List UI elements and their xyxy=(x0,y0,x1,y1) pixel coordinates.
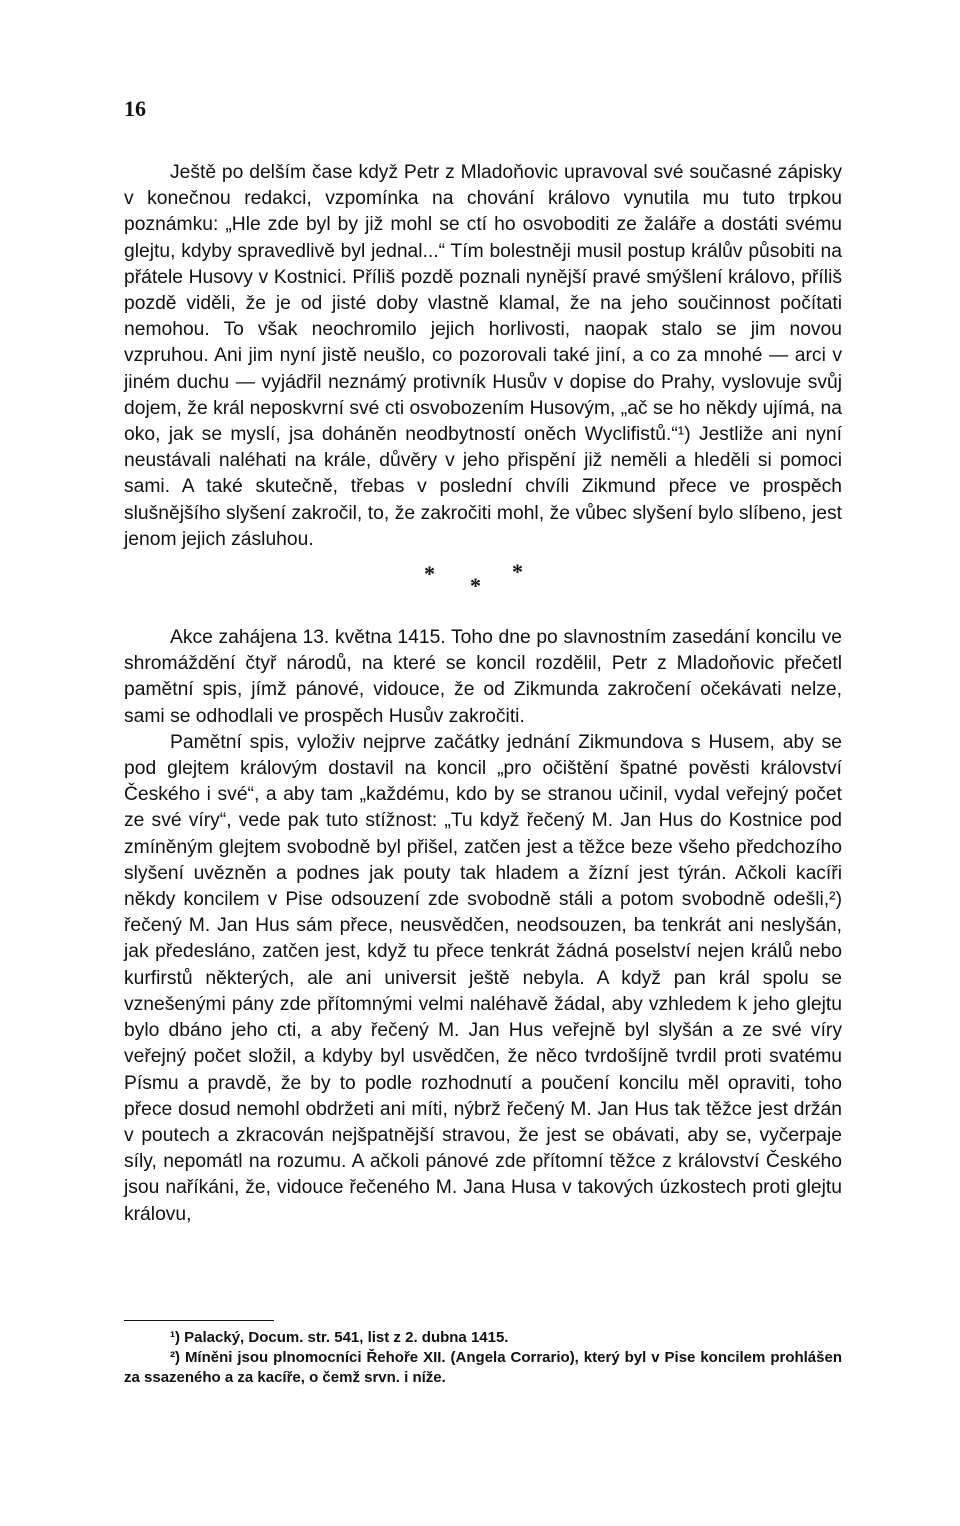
body-text xyxy=(124,160,842,1228)
footnote-2: ²) Míněni jsou plnomocníci Řehoře XII. (Angela Corrario), který byl v Pise koncilem prohlášen za ssazeného a za kacíře, o čemž srvn. i níže. xyxy=(124,1349,842,1386)
asterisk-2: * xyxy=(470,573,481,599)
paragraph-1: Ještě po delším čase když Petr z Mladoňovic upravoval své současné zápisky v konečnou redakci, vzpomínka na chování královo vynutila mu tuto trpkou poznámku: „Hle zde byl by již mohl se ctí ho osvoboditi ze žaláře a dostáti svému glejtu, kdyby spravedlivě byl jednal...“ Tím bolestněji musil postup králův působiti na přátele Husovy v Kostnici. Příliš pozdě poznali nynější pravé smýšlení královo, příliš pozdě viděli, že je od jisté doby vlastně klamal, že na jeho součinnost počítati nemohou. To však neochromilo jejich horlivosti, naopak stalo se jim novou vzpruhou. Ani jim nyní jistě neušlo, co pozorovali také jiní, a co za mnohé — arci v jiném duchu — vyjádřil neznámý protivník Husův v dopise do Prahy, vyslovuje svůj dojem, že král neposkvrní své cti osvobozením Husovým, „ač se ho někdy ujímá, na oko, jak se myslí, jsa doháněn neodbytností oněch Wyclifistů.“¹) Jestliže ani nyní neustávali naléhati na krále, důvěry v jeho přispění již neměli a hleděli si pomoci sami. A také skutečně, třebas v poslední chvíli Zikmund přece ve prospěch slušnějšího slyšení zakročil, to, že zakročiti mohl, že vůbec slyšení bylo slíbeno, jest jenom jejich zásluhou. xyxy=(124,162,842,550)
page-number: 16 xyxy=(124,96,146,121)
paragraph-2: Akce zahájena 13. května 1415. Toho dne po slavnostním zasedání koncilu ve shromáždění čtyř národů, na které se koncil rozdělil, Petr z Mladoňovic přečetl pamětní spis, jímž pánové, vidouce, že od Zikmunda zakročení očekávati nelze, sami se odhodlali ve prospěch Husův zakročiti. xyxy=(124,627,842,727)
asterisk-3: * xyxy=(512,559,523,585)
asterism-separator xyxy=(124,553,842,625)
footnote-1: ¹) Palacký, Docum. str. 541, list z 2. dubna 1415. xyxy=(170,1329,509,1346)
paragraph-3: Pamětní spis, vyloživ nejprve začátky jednání Zikmundova s Husem, aby se pod glejtem královým dostavil na koncil „pro očištění špatné pověsti království Českého i své“, a aby tam „každému, kdo by se stranou učinil, vydal veřejný počet ze své víry“, vede pak tuto stížnost: „Tu když řečený M. Jan Hus do Kostnice pod zmíněným glejtem svobodně byl přišel, zatčen jest a těžce beze všeho předchozího slyšení uvězněn a podnes jak pouty tak hladem a žízní jest týrán. Ačkoli kacíři někdy koncilem v Pise odsouzení zde svobodně stáli a potom svobodně odešli,²) řečený M. Jan Hus sám přece, neusvědčen, neodsouzen, ba tenkrát ani neslyšán, jak předesláno, zatčen jest, když tu přece tenkrát žádná poselství nejen králů nebo kurfirstů některých, ale ani universit ještě nebyla. A když pan král spolu se vznešenými pány zde přítomnými velmi naléhavě žádal, aby vzhledem k jeho glejtu bylo dbáno jeho cti, a aby řečený M. Jan Hus veřejně byl slyšán a ze své víry veřejný počet složil, a kdyby byl usvědčen, že něco tvrdošíjně tvrdil proti svatému Písmu a pravdě, že by to podle rozhodnutí a poučení koncilu měl opraviti, toho přece dosud nemohl obdržeti ani míti, nýbrž řečený M. Jan Hus tak těžce jest držán v poutech a zkracován nejšpatnější stravou, že jest se obávati, aby se, vyčerpaje síly, nepomátl na rozumu. A ačkoli pánové zde přítomní těžce z království Českého jsou naříkáni, že, vidouce řečeného M. Jana Husa v takových úzkostech proti glejtu královu, xyxy=(124,731,842,1225)
footnote-rule xyxy=(124,1320,274,1321)
footnotes xyxy=(124,1328,842,1388)
asterisk-1: * xyxy=(424,561,435,587)
